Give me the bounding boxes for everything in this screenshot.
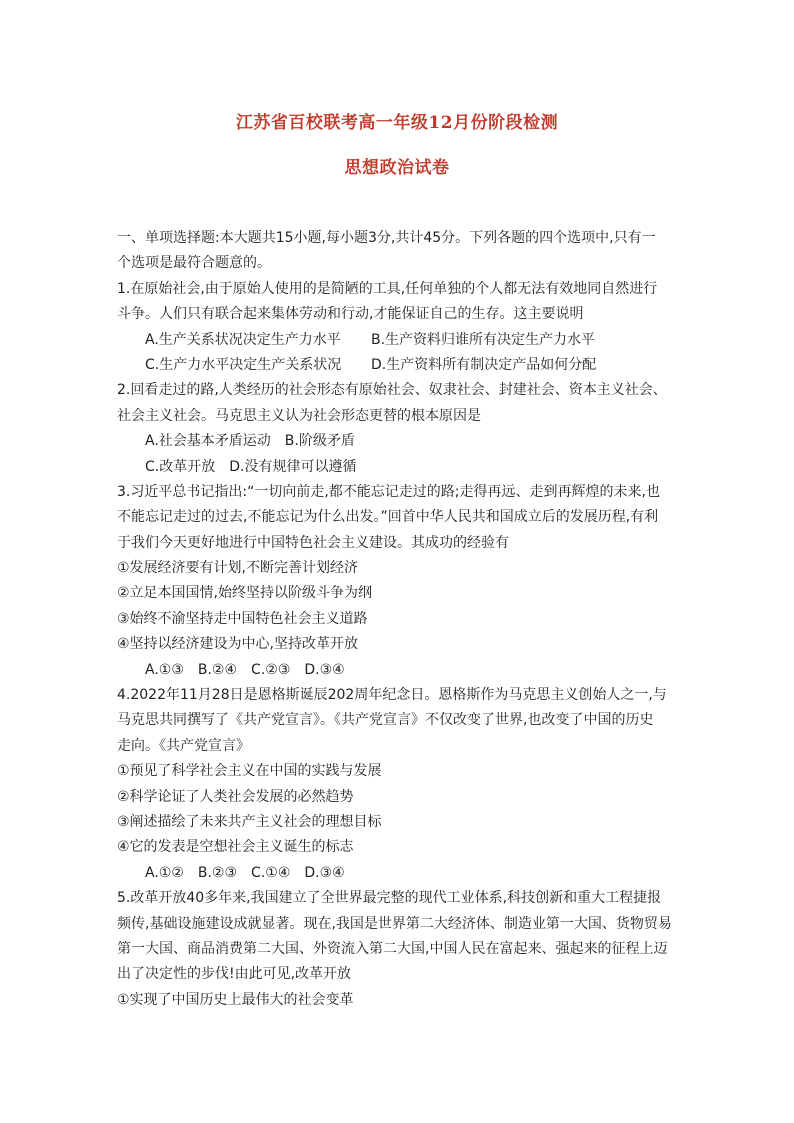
question-4-options: A.①② B.②③ C.①④ D.③④ bbox=[145, 864, 345, 881]
question-4-item-2: ②科学论证了人类社会发展的必然趋势 bbox=[117, 788, 354, 805]
question-5-item-1: ①实现了中国历史上最伟大的社会变革 bbox=[117, 991, 354, 1008]
question-4-item-3: ③阐述描绘了未来共产主义社会的理想目标 bbox=[117, 813, 382, 830]
question-1-option-a: A.生产关系状况决定生产力水平 bbox=[145, 331, 341, 348]
question-2-options-ab: A.社会基本矛盾运动 B.阶级矛盾 bbox=[145, 433, 355, 450]
question-4-stem-line-3: 走向。《共产党宣言》 bbox=[117, 737, 250, 754]
question-3-item-4: ④坚持以经济建设为中心,坚持改革开放 bbox=[117, 636, 358, 653]
question-3-options: A.①③ B.②④ C.②③ D.③④ bbox=[145, 661, 345, 678]
question-2-stem-line-2: 社会主义社会。马克思主义认为社会形态更替的根本原因是 bbox=[117, 407, 481, 424]
question-1-option-b: B.生产资料归谁所有决定生产力水平 bbox=[371, 331, 596, 348]
exam-body bbox=[117, 226, 679, 1013]
question-1-stem-line-1: 1.在原始社会,由于原始人使用的是简陋的工具,任何单独的个人都无法有效地同自然进行 bbox=[117, 280, 658, 297]
question-5-stem-line-1: 5.改革开放40多年来,我国建立了全世界最完整的现代工业体系,科技创新和重大工程捷报 bbox=[117, 890, 662, 907]
question-1-option-d: D.生产资料所有制决定产品如何分配 bbox=[371, 356, 597, 373]
question-3-stem-line-3: 于我们今天更好地进行中国特色社会主义建设。其成功的经验有 bbox=[117, 534, 509, 551]
question-4-stem-line-1: 4.2022年11月28日是恩格斯诞辰202周年纪念日。恩格斯作为马克思主义创始人之一,与 bbox=[117, 687, 667, 704]
question-5-stem-line-2: 频传,基础设施建设成就显著。现在,我国是世界第二大经济体、制造业第一大国、货物贸易 bbox=[117, 915, 672, 932]
section-instructions-line-1: 一、单项选择题:本大题共15小题,每小题3分,共计45分。下列各题的四个选项中,只有一 bbox=[117, 230, 656, 246]
exam-title: 江苏省百校联考高一年级12月份阶段检测 bbox=[235, 113, 559, 133]
question-1-option-c: C.生产力水平决定生产关系状况 bbox=[145, 356, 342, 373]
question-3-item-3: ③始终不渝坚持走中国特色社会主义道路 bbox=[117, 610, 368, 627]
question-4-item-4: ④它的发表是空想社会主义诞生的标志 bbox=[117, 839, 354, 856]
question-5-stem-line-4: 出了决定性的步伐!由此可见,改革开放 bbox=[117, 966, 352, 983]
question-3-stem-line-2: 不能忘记走过的过去,不能忘记为什么出发。”回首中华人民共和国成立后的发展历程,有利 bbox=[117, 509, 659, 526]
section-instructions-line-2: 个选项是最符合题意的。 bbox=[117, 255, 271, 272]
exam-subject-title: 思想政治试卷 bbox=[344, 158, 450, 178]
question-1-options-row-2 bbox=[117, 353, 679, 378]
question-3-item-1: ①发展经济要有计划,不断完善计划经济 bbox=[117, 560, 358, 577]
question-1-stem-line-2: 斗争。人们只有联合起来集体劳动和行动,才能保证自己的生存。这主要说明 bbox=[117, 306, 584, 323]
question-3-item-2: ②立足本国国情,始终坚持以阶级斗争为纲 bbox=[117, 585, 372, 602]
question-4-stem-line-2: 马克思共同撰写了《共产党宣言》。《共产党宣言》不仅改变了世界,也改变了中国的历史 bbox=[117, 712, 654, 729]
question-2-options-cd: C.改革开放 D.没有规律可以遵循 bbox=[145, 458, 357, 475]
question-1-options-row-1 bbox=[117, 328, 679, 353]
question-2-stem-line-1: 2.回看走过的路,人类经历的社会形态有原始社会、奴隶社会、封建社会、资本主义社会、 bbox=[117, 382, 667, 399]
question-4-item-1: ①预见了科学社会主义在中国的实践与发展 bbox=[117, 763, 382, 780]
question-5-stem-line-3: 第一大国、商品消费第二大国、外资流入第二大国,中国人民在富起来、强起来的征程上迈 bbox=[117, 940, 668, 957]
question-3-stem-line-1: 3.习近平总书记指出:“一切向前走,都不能忘记走过的路;走得再远、走到再辉煌的未来,也 bbox=[117, 483, 660, 500]
